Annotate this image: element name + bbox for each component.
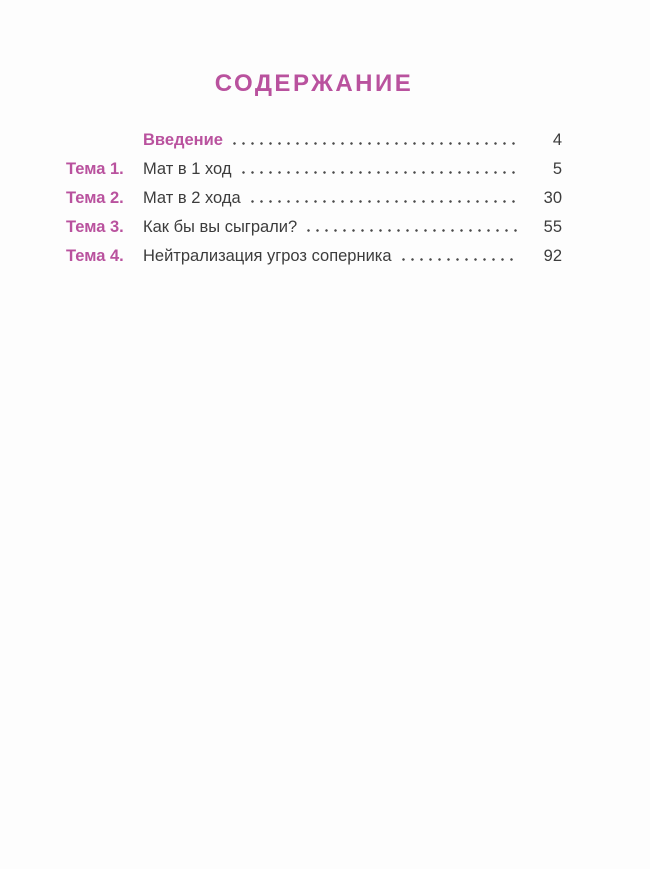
toc-entry-title: Нейтрализация угроз соперника [143,247,392,266]
toc-leader-dots [230,142,518,145]
toc-entry-page: 92 [543,247,562,266]
toc-entry-page: 30 [543,189,562,208]
toc-entry [66,189,562,218]
toc-list [66,131,562,276]
toc-entry-label: Тема 1. [66,160,124,179]
toc-entry-page: 4 [552,131,562,150]
toc-entry-title: Как бы вы сыграли? [143,218,298,237]
toc-entry [66,247,562,276]
toc-leader-dots [399,258,518,261]
toc-entry [66,131,562,160]
toc-entry-label: Тема 2. [66,189,124,208]
toc-entry-label: Тема 3. [66,218,124,237]
toc-entry-page: 5 [552,160,562,179]
toc-entry-label: Тема 4. [66,247,124,266]
page-title: СОДЕРЖАНИЕ [214,70,414,97]
toc-leader-dots [239,171,518,174]
toc-entry-page: 55 [543,218,562,237]
toc-entry [66,218,562,247]
toc-entry-title: Мат в 1 ход [143,160,232,179]
toc-leader-dots [248,200,518,203]
toc-entry-title: Мат в 2 хода [143,189,241,208]
toc-entry [66,160,562,189]
toc-leader-dots [304,229,518,232]
toc-entry-title: Введение [143,131,223,150]
